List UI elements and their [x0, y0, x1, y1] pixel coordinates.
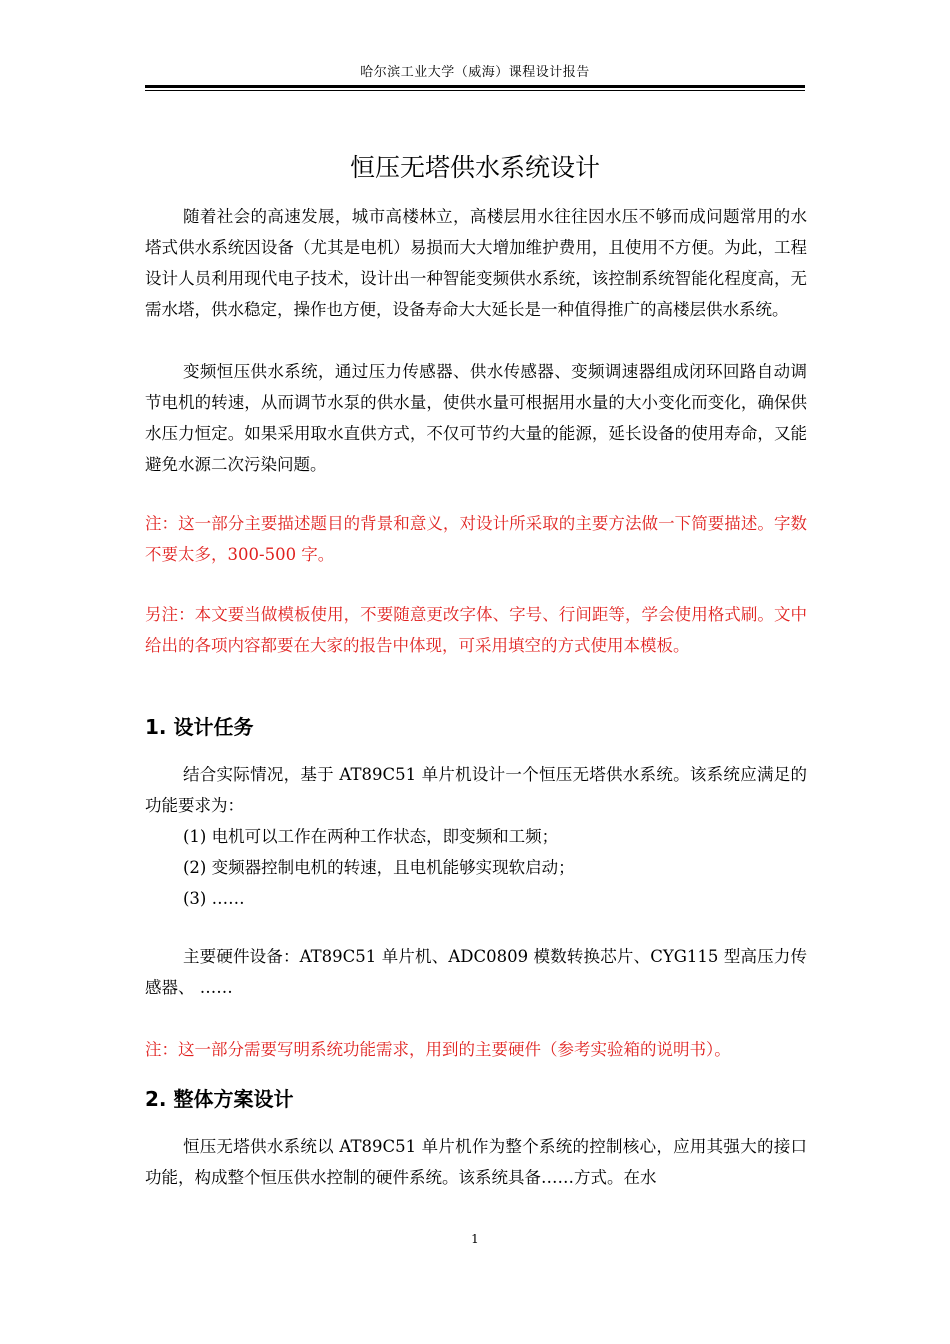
document-title: 恒压无塔供水系统设计	[349, 153, 600, 182]
header-rule-thick	[145, 85, 805, 88]
page-number: 1	[471, 1232, 479, 1246]
running-header: 哈尔滨工业大学（威海）课程设计报告	[360, 65, 590, 80]
intro-paragraph-2: 变频恒压供水系统，通过压力传感器、供水传感器、变频调速器组成闭环回路自动调节电机的转速，从而调节水泵的供水量，使供水量可根据用水量的大小变化而变化，确保供水压力恒定。如果采用取水直供方式，不仅可节约大量的能源，延长设备的使用寿命，又能避免水源二次污染问题。	[145, 362, 807, 474]
intro-note-template: 另注：本文要当做模板使用，不要随意更改字体、字号、行间距等，学会使用格式刷。文中给出的各项内容都要在大家的报告中体现，可采用填空的方式使用本模板。	[145, 605, 807, 655]
hardware-paragraph: 主要硬件设备：AT89C51 单片机、ADC0809 模数转换芯片、CYG115 型高压力传感器、 ……	[145, 947, 807, 997]
requirement-item-2: (2) 变频器控制电机的转速，且电机能够实现软启动；	[183, 858, 575, 877]
intro-paragraph-1: 随着社会的高速发展，城市高楼林立，高楼层用水往往因水压不够而成问题常用的水塔式供水系统因设备（尤其是电机）易损而大大增加维护费用，且使用不方便。为此，工程设计人员利用现代电子技术，设计出一种智能变频供水系统，该控制系统智能化程度高，无需水塔，供水稳定，操作也方便，设备寿命大大延长是一种值得推广的高楼层供水系统。	[145, 207, 807, 319]
requirement-item-1: (1) 电机可以工作在两种工作状态，即变频和工频；	[183, 827, 559, 846]
header-rule-thin	[145, 90, 805, 91]
section-2-paragraph-1: 恒压无塔供水系统以 AT89C51 单片机作为整个系统的控制核心，应用其强大的接口功能，构成整个恒压供水控制的硬件系统。该系统具备……方式。在水	[145, 1137, 807, 1187]
requirement-item-3: (3) ……	[183, 889, 245, 908]
section-1-note: 注：这一部分需要写明系统功能需求，用到的主要硬件（参考实验箱的说明书）。	[145, 1040, 731, 1059]
intro-note: 注：这一部分主要描述题目的背景和意义，对设计所采取的主要方法做一下简要描述。字数不要太多，300-500 字。	[145, 514, 807, 564]
section-1-heading: 1. 设计任务	[145, 715, 254, 739]
section-1-paragraph-1: 结合实际情况，基于 AT89C51 单片机设计一个恒压无塔供水系统。该系统应满足的功能要求为：	[145, 765, 807, 815]
section-2-heading: 2. 整体方案设计	[145, 1087, 294, 1111]
